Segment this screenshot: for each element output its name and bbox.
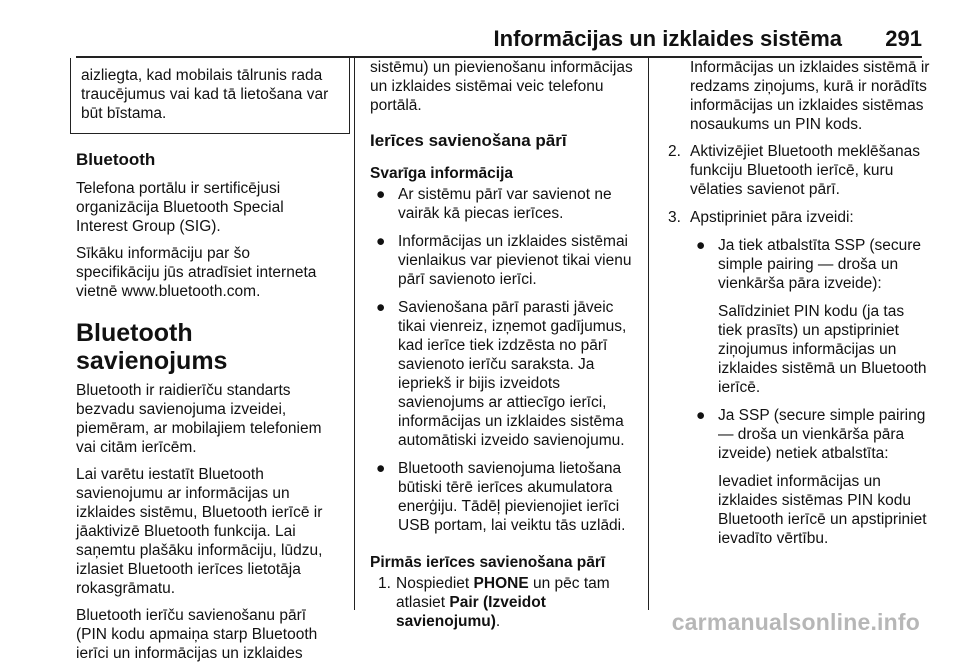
column-3 bbox=[668, 58, 930, 557]
column-2 bbox=[370, 58, 638, 640]
list-item bbox=[370, 459, 638, 535]
list-item bbox=[668, 406, 930, 463]
step-number: 2. bbox=[668, 143, 681, 160]
list-item-text: Savienošana pārī parasti jāveic tikai vienreiz, izņemot gadījumus, kad ierīce tiek izdzēsta no pārī savienoto ierīču saraksta. Ja iepriekš ir bijis izveidots savienojums ar attiecīgo ierīci, informācijas un izklaides sistēma automātiski izveido savienojumu. bbox=[398, 299, 627, 449]
header-title: Informācijas un izklaides sistēma bbox=[493, 26, 842, 51]
step-3 bbox=[668, 208, 930, 227]
note-text: aizliegta, kad mobilais tālrunis rada traucējumus vai kad tā lietošana var būt bīstama. bbox=[81, 67, 329, 122]
step-2 bbox=[668, 142, 930, 199]
bullet-icon: ● bbox=[696, 237, 706, 254]
list-item-text: Informācijas un izklaides sistēmai vienlaikus var pievienot tikai vienu pārī savienoto ierīci. bbox=[398, 233, 632, 288]
step-number: 3. bbox=[668, 209, 681, 226]
list-item bbox=[668, 236, 930, 293]
bullet-icon: ● bbox=[376, 233, 386, 250]
list-item-text: Ja tiek atbalstīta SSP (secure simple pairing — droša un vienkārša pāra izveide): bbox=[718, 237, 922, 292]
list-item bbox=[370, 185, 638, 223]
step-text: un pēc tam atlasiet bbox=[396, 575, 610, 611]
list-item-text: Ja SSP (secure simple pairing — droša un vienkārša pāra izveide) netiek atbalstīta: bbox=[718, 407, 926, 462]
step-1 bbox=[370, 574, 638, 631]
column-divider bbox=[354, 58, 355, 610]
paragraph: Informācijas un izklaides sistēmā ir redzams ziņojums, kurā ir norādīts informācijas un izklaides sistēmas nosaukums un PIN kods. bbox=[690, 59, 930, 133]
column-1 bbox=[76, 58, 336, 671]
menu-label-pair: Pair (Izveidot savienojumu) bbox=[396, 594, 546, 630]
page-number: 291 bbox=[885, 26, 922, 51]
bullet-icon: ● bbox=[376, 299, 386, 316]
step-text: Aktivizējiet Bluetooth meklēšanas funkciju Bluetooth ierīcē, kuru vēlaties savienot pārī. bbox=[690, 143, 921, 198]
paragraph: Lai varētu iestatīt Bluetooth savienojumu ar informācijas un izklaides sistēmu, Bluetooth ierīcē ir jāaktivizē Bluetooth funkcija. Lai saņemtu plašāku informāciju, lūdzu, izlasiet Bluetooth ierīces lietotāja rokasgrāmatu. bbox=[76, 466, 323, 597]
page-header bbox=[0, 0, 960, 58]
step-text: Apstipriniet pāra izveidi: bbox=[690, 209, 854, 226]
paragraph: Bluetooth ierīču savienošanu pārī (PIN kodu apmaiņa starp Bluetooth ierīci un informācijas un izklaides bbox=[76, 607, 318, 662]
paragraph: Bluetooth ir raidierīču standarts bezvadu savienojuma izveidei, piemēram, ar mobilajiem telefoniem vai citām ierīcēm. bbox=[76, 382, 322, 456]
subheading-first-pairing: Pirmās ierīces savienošana pārī bbox=[370, 554, 606, 571]
bullet-icon: ● bbox=[376, 186, 386, 203]
warning-note-box bbox=[70, 58, 350, 134]
column-divider bbox=[648, 58, 649, 610]
paragraph: Telefona portālu ir sertificējusi organizācija Bluetooth Special Interest Group (SIG). bbox=[76, 180, 284, 235]
bullet-icon: ● bbox=[376, 460, 386, 477]
subheading-important: Svarīga informācija bbox=[370, 165, 514, 182]
list-item bbox=[370, 232, 638, 289]
bullet-icon: ● bbox=[696, 407, 706, 424]
paragraph: Salīdziniet PIN kodu (ja tas tiek prasīts) un apstipriniet ziņojumus informācijas un izklaides sistēmā un Bluetooth ierīcē. bbox=[718, 303, 927, 396]
step-text: . bbox=[495, 613, 501, 630]
watermark: carmanualsonline.info bbox=[671, 609, 920, 635]
paragraph: Ievadiet informācijas un izklaides sistēmas PIN kodu Bluetooth ierīcē un apstipriniet ievadīto vērtību. bbox=[718, 473, 927, 547]
key-label-phone: PHONE bbox=[473, 575, 529, 592]
step-text: Nospiediet bbox=[396, 575, 474, 592]
section-heading-bluetooth: Bluetooth bbox=[76, 150, 156, 169]
section-heading-connection: Bluetooth savienojums bbox=[76, 319, 228, 375]
section-heading-pairing: Ierīces savienošana pārī bbox=[370, 131, 567, 150]
list-item bbox=[370, 298, 638, 450]
step-number: 1. bbox=[378, 575, 391, 592]
list-item-text: Bluetooth savienojuma lietošana būtiski tērē ierīces akumulatora enerģiju. Tādēļ pievienojiet ierīci USB portam, lai veiktu tās uzlādi. bbox=[398, 460, 626, 534]
paragraph: Sīkāku informāciju par šo specifikāciju jūs atradīsiet interneta vietnē www.bluetooth.com. bbox=[76, 245, 317, 300]
list-item-text: Ar sistēmu pārī var savienot ne vairāk kā piecas ierīces. bbox=[398, 186, 612, 222]
paragraph: sistēmu) un pievienošanu informācijas un izklaides sistēmai veic telefonu portālā. bbox=[370, 59, 633, 114]
